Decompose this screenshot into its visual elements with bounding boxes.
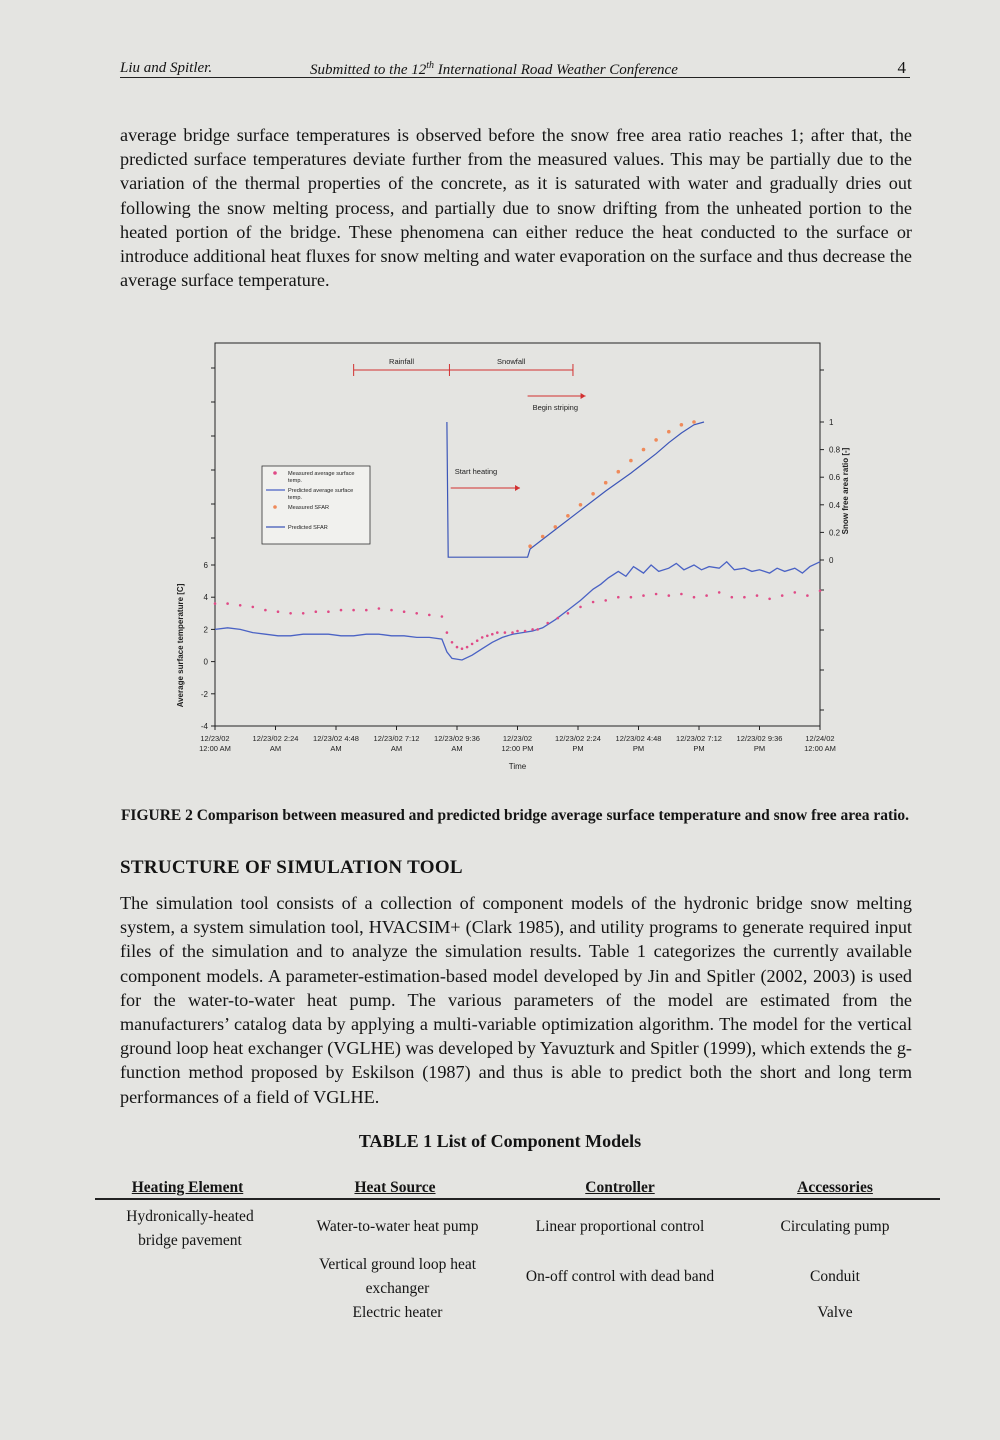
annotation-begin-striping: Begin striping <box>532 403 579 412</box>
measured-temp-point <box>604 599 607 602</box>
measured-temp-point <box>340 609 343 612</box>
header-conference-prefix: Submitted to the 12 <box>310 62 427 78</box>
x-tick-label-line1: 12/23/02 2:24 <box>555 734 601 743</box>
heating-arrowhead <box>515 485 520 491</box>
annotation-start-heating: Start heating <box>454 467 498 476</box>
y2-tick-label: 0.8 <box>829 445 841 455</box>
measured-temp-point <box>718 591 721 594</box>
y2-axis-label: Snow free area ratio [-] <box>841 447 850 535</box>
table-header-controller: Controller <box>585 1179 655 1196</box>
table-cell-heating-element: Hydronically-heated bridge pavement <box>126 1208 254 1249</box>
legend-predicted-sfar-label: Predicted SFAR <box>288 525 328 531</box>
x-tick-label-line2: 12:00 PM <box>501 744 534 753</box>
measured-sfar-point <box>604 481 608 485</box>
x-tick-label-line2: PM <box>632 744 645 753</box>
body-paragraph-1: average bridge surface temperatures is observed before the snow free area ratio reaches 1; after that, the predicted surface temperatures deviate further from the measured values. This may be partially due to the variation of the thermal properties of the concrete, as it is saturated with water and gradually dries out following the snow melting process, and partially due to snow drifting from the unheated portion to the heated portion of the bridge. These phenomena can either reduce the heat conducted to the surface or introduce additional heat fluxes for snow melting and water evaporation on the surface and thus decrease the average surface temperature. <box>120 125 912 291</box>
annotation-snowfall: Snowfall <box>497 357 526 366</box>
measured-temp-point <box>277 610 280 613</box>
measured-sfar-point <box>617 470 621 474</box>
table-cell-accessory-3: Valve <box>817 1304 853 1321</box>
x-tick-label-line1: 12/23/02 4:48 <box>313 734 359 743</box>
y2-tick-label: 1 <box>829 418 834 427</box>
x-tick-label-line2: AM <box>451 744 463 753</box>
measured-temp-point <box>557 617 560 620</box>
header-rule <box>120 77 910 78</box>
measured-sfar-point <box>692 420 696 424</box>
measured-temp-point <box>214 602 217 605</box>
measured-temp-point <box>390 609 393 612</box>
x-tick-label-line2: 12:00 AM <box>199 744 231 753</box>
x-tick-label-line2: PM <box>572 744 584 753</box>
measured-temp-point <box>768 598 771 601</box>
measured-sfar-point <box>591 492 595 496</box>
measured-temp-point <box>705 594 708 597</box>
section-heading: STRUCTURE OF SIMULATION TOOL <box>120 857 463 878</box>
measured-temp-point <box>239 604 242 607</box>
chart-annotations <box>354 357 586 491</box>
x-tick-label-line1: 12/23/02 7:12 <box>373 734 420 743</box>
table-cell-accessory-2: Conduit <box>810 1268 860 1285</box>
x-tick-label-line1: 12/23/02 2:24 <box>252 734 299 743</box>
measured-sfar-point <box>667 430 671 434</box>
measured-temp-point <box>486 635 489 638</box>
measured-temp-point <box>536 628 539 631</box>
measured-temp-point <box>352 609 355 612</box>
y-tick-label: -2 <box>200 689 208 699</box>
predicted-sfar-line <box>447 422 704 557</box>
table-header-accessories: Accessories <box>797 1179 873 1196</box>
measured-temp-point <box>481 636 484 639</box>
chart-legend <box>262 466 370 544</box>
table-title: TABLE 1 List of Component Models <box>358 1131 642 1151</box>
measured-temp-point <box>516 630 519 633</box>
measured-temp-point <box>756 594 759 597</box>
table-cell-heat-source-1: Water-to-water heat pump <box>316 1218 479 1235</box>
measured-sfar-point <box>680 423 684 427</box>
measured-sfar-point <box>528 544 532 548</box>
y2-tick-label: 0.4 <box>829 500 841 510</box>
measured-temp-point <box>531 628 534 631</box>
running-header <box>120 60 910 80</box>
y2-tick-label: 0 <box>829 556 834 565</box>
x-tick-label-line1: 12/23/02 9:36 <box>434 734 480 743</box>
measured-temp-point <box>579 606 582 609</box>
predicted-temp-line <box>215 562 820 660</box>
measured-temp-point <box>743 596 746 599</box>
measured-temp-point <box>819 590 822 593</box>
measured-temp-point <box>252 606 255 609</box>
table-header-row <box>95 1176 940 1200</box>
measured-temp-point <box>302 612 305 615</box>
y-tick-label: 4 <box>203 593 208 603</box>
measured-sfar-point <box>554 525 558 529</box>
table-cell-controller-2: On-off control with dead band <box>525 1268 715 1285</box>
x-tick-label-line1: 12/23/02 <box>502 734 533 743</box>
y-tick-label: 2 <box>203 625 208 635</box>
table-cell-heat-source-3: Electric heater <box>352 1304 443 1321</box>
x-tick-label-line2: PM <box>753 744 766 753</box>
measured-temp-point <box>693 596 696 599</box>
y2-tick-label: 0.2 <box>829 528 841 538</box>
measured-sfar-point <box>579 503 583 507</box>
x-tick-label-line1: 12/23/02 4:48 <box>615 734 662 743</box>
legend-predicted-temp-label: Predicted average surface temp. <box>288 488 354 501</box>
legend-measured-temp-label: Measured average surface temp. <box>288 471 355 484</box>
x-tick-label-line2: AM <box>269 744 282 753</box>
x-tick-label-line2: AM <box>390 744 403 753</box>
table-cell-controller-1: Linear proportional control <box>535 1218 705 1235</box>
header-authors: Liu and Spitler. <box>120 60 213 76</box>
measured-temp-point <box>451 641 454 644</box>
x-tick-label-line2: AM <box>330 744 342 753</box>
x-tick-label-line1: 12/23/02 7:12 <box>676 734 722 743</box>
measured-temp-point <box>496 631 499 634</box>
x-tick-label-line1: 12/23/02 9:36 <box>736 734 783 743</box>
measured-temp-point <box>731 596 734 599</box>
measured-temp-point <box>327 610 330 613</box>
measured-temp-point <box>617 596 620 599</box>
measured-temp-point <box>592 601 595 604</box>
table-cell-heat-source-2: Vertical ground loop heat exchanger <box>318 1256 477 1297</box>
annotation-rainfall: Rainfall <box>389 357 415 366</box>
measured-temp-point <box>668 594 671 597</box>
x-tick-label-line2: 12:00 AM <box>804 744 836 753</box>
measured-temp-point <box>446 631 449 634</box>
striping-arrowhead <box>581 393 586 399</box>
measured-temp-point <box>226 602 229 605</box>
measured-temp-point <box>794 591 797 594</box>
measured-temp-point <box>511 631 514 634</box>
measured-temp-point <box>476 639 479 642</box>
measured-temp-point <box>491 633 494 636</box>
measured-temp-point <box>289 612 292 615</box>
body-paragraph-2: The simulation tool consists of a collection of component models of the hydronic bridge snow melting system, a system simulation tool, HVACSIM+ (Clark 1985), and utility programs to generate required input files of the simulation and to analyze the simulation results. Table 1 categorizes the currently available component models. A parameter-estimation-based model developed by Jin and Spitler (2002, 2003) is used for the water-to-water heat pump. The various parameters of the model are estimated from the manufacturers’ catalog data by applying a multi-variable optimization algorithm. The model for the vertical ground loop heat exchanger (VGLHE) was developed by Yavuzturk and Spitler (1999), which extends the g-function method proposed by Eskilson (1987) and thus is able to predict both the short and long term performances of a field of VGLHE. <box>120 893 912 1107</box>
figure-2 <box>170 340 850 780</box>
measured-temp-point <box>415 612 418 615</box>
measured-temp-point <box>378 607 381 610</box>
measured-temp-point <box>680 593 683 596</box>
measured-sfar-point <box>654 438 658 442</box>
x-tick-label-line1: 12/23/02 <box>200 734 230 743</box>
y-axis-label: Average surface temperature [C] <box>176 583 185 708</box>
header-conference-sup: th <box>426 60 435 71</box>
measured-temp-point <box>524 630 527 633</box>
legend-measured-sfar-label: Measured SFAR <box>288 505 330 511</box>
measured-temp-point <box>466 646 469 649</box>
measured-temp-point <box>546 622 549 625</box>
measured-temp-point <box>655 593 658 596</box>
measured-temp-point <box>441 615 444 618</box>
y-tick-label: 0 <box>203 657 208 667</box>
measured-sfar-point <box>629 459 633 463</box>
table-header-heat-source: Heat Source <box>354 1179 436 1196</box>
measured-temp-point <box>264 609 267 612</box>
measured-sfar-point <box>541 535 545 539</box>
header-conference-suffix: International Road Weather Conference <box>434 62 678 78</box>
legend-measured-temp-marker <box>273 471 277 475</box>
measured-temp-point <box>428 614 431 617</box>
legend-measured-sfar-marker <box>273 505 277 509</box>
measured-temp-point <box>403 610 406 613</box>
measured-temp-point <box>630 596 633 599</box>
measured-sfar-point <box>566 514 570 518</box>
y2-tick-label: 0.6 <box>829 473 841 483</box>
measured-temp-point <box>456 646 459 649</box>
measured-temp-point <box>471 643 474 646</box>
page-number: 4 <box>897 58 906 77</box>
x-tick-label-line1: 12/24/02 <box>805 734 835 743</box>
figure-caption: FIGURE 2 Comparison between measured and predicted bridge average surface temperature and snow free area ratio. <box>120 807 910 824</box>
table-cell-accessory-1: Circulating pump <box>780 1218 890 1235</box>
measured-sfar-point <box>642 448 646 452</box>
x-tick-label-line2: PM <box>693 744 705 753</box>
measured-temp-point <box>567 612 570 615</box>
measured-temp-point <box>504 631 507 634</box>
measured-temp-point <box>365 609 368 612</box>
y-tick-label: 6 <box>203 561 208 570</box>
figure-chart <box>170 340 850 780</box>
measured-temp-point <box>781 594 784 597</box>
measured-temp-point <box>642 594 645 597</box>
y-tick-label: -4 <box>200 722 208 731</box>
measured-temp-point <box>315 610 318 613</box>
x-axis-label: Time <box>508 762 527 771</box>
table-header-heating-element: Heating Element <box>131 1179 244 1196</box>
measured-temp-point <box>806 594 809 597</box>
measured-temp-point <box>461 647 464 650</box>
